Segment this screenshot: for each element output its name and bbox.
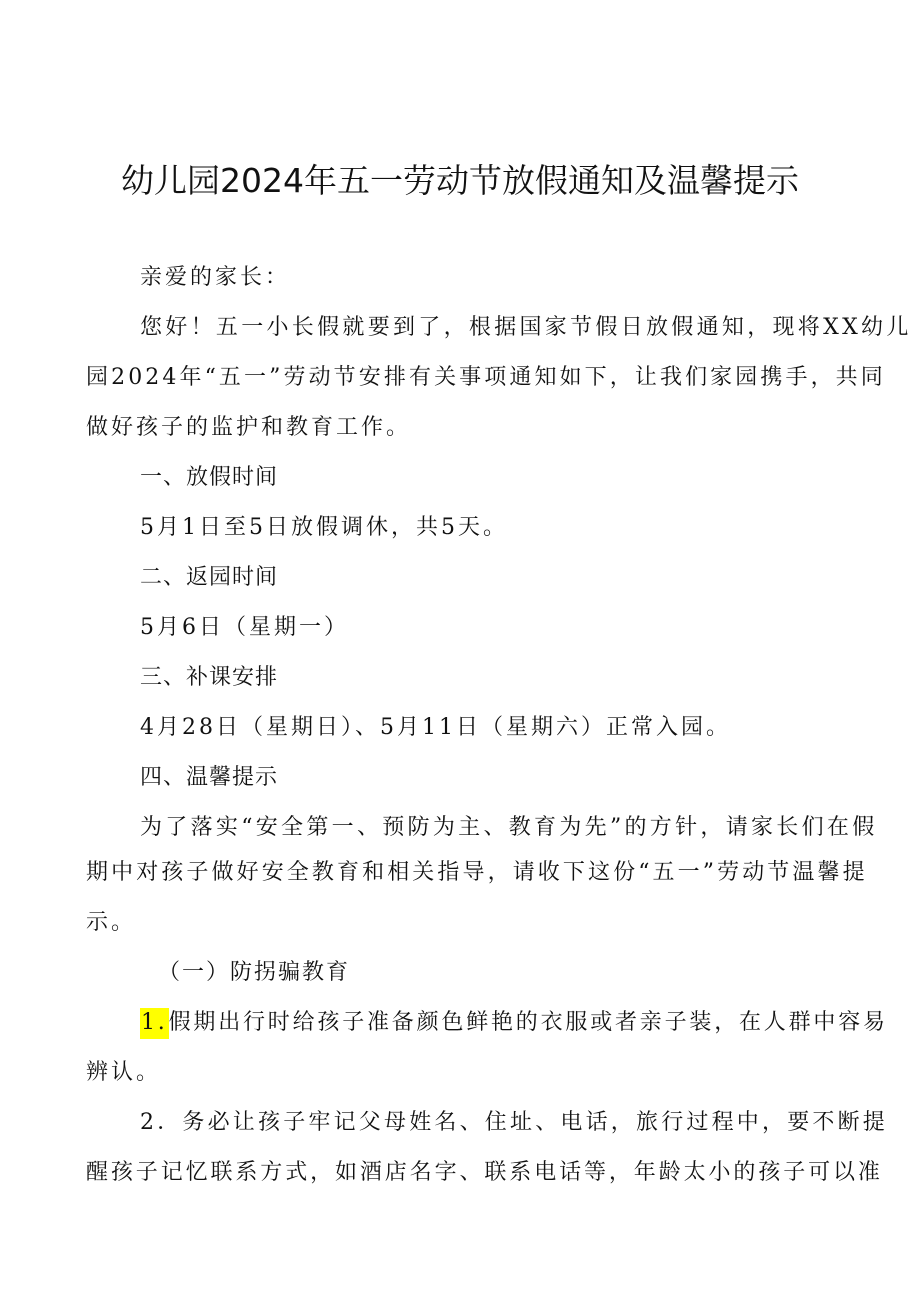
section-body-3: 4月28日（星期日）、5月11日（星期六）正常入园。 <box>140 715 731 740</box>
section-heading-3: 三、补课安排 <box>140 665 279 690</box>
item-1-line-1 <box>140 1006 888 1040</box>
section-heading-1: 一、放假时间 <box>140 465 279 490</box>
sub-heading-anti-abduction: （一）防拐骗教育 <box>158 960 351 985</box>
salutation: 亲爱的家长： <box>140 265 291 290</box>
item-1-line-2: 辨认。 <box>86 1060 162 1085</box>
section-body-1: 5月1日至5日放假调休，共5天。 <box>140 515 508 540</box>
section-body-2: 5月6日（星期一） <box>140 615 349 640</box>
document-title: 幼儿园2024年五一劳动节放假通知及温馨提示 <box>121 161 799 200</box>
item-2-line-1: 2．务必让孩子牢记父母姓名、住址、电话，旅行过程中，要不断提 <box>140 1110 888 1135</box>
intro-line-2: 园2024年“五一”劳动节安排有关事项通知如下，让我们家园携手，共同 <box>86 365 886 390</box>
highlighted-item-number: 1. <box>140 1008 169 1039</box>
intro-line-1: 您好！五一小长假就要到了，根据国家节假日放假通知，现将XX幼儿 <box>140 315 912 340</box>
section-heading-4: 四、温馨提示 <box>140 765 279 790</box>
intro-line-3: 做好孩子的监护和教育工作。 <box>86 415 412 440</box>
section-heading-2: 二、返园时间 <box>140 565 279 590</box>
tips-paragraph-line-3: 示。 <box>86 910 137 935</box>
item-2-line-2: 醒孩子记忆联系方式，如酒店名字、联系电话等，年龄太小的孩子可以准 <box>86 1160 883 1185</box>
tips-paragraph-line-1: 为了落实“安全第一、预防为主、教育为先”的方针，请家长们在假 <box>140 815 878 840</box>
item-1-text: 假期出行时给孩子准备颜色鲜艳的衣服或者亲子装，在人群中容易 <box>168 1010 888 1035</box>
tips-paragraph-line-2: 期中对孩子做好安全教育和相关指导，请收下这份“五一”劳动节温馨提 <box>86 860 868 885</box>
